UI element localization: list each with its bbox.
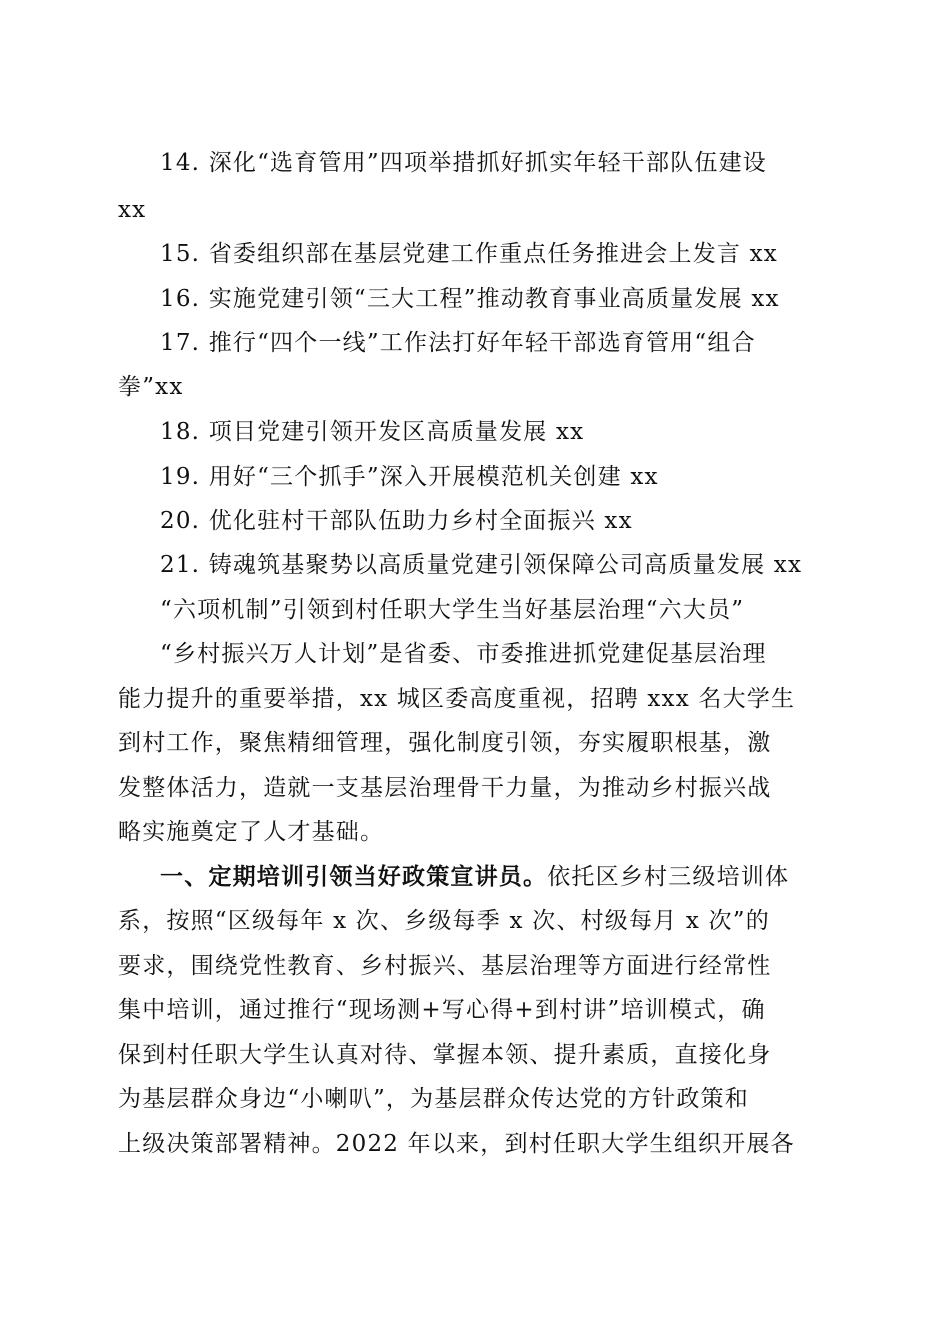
section-1-first-line bbox=[160, 862, 789, 892]
section-1-heading: 一、定期培训引领当好政策宣讲员。 bbox=[160, 863, 548, 890]
list-item-14-line-2: xx bbox=[118, 197, 147, 223]
list-item-20: 20. 优化驻村干部队伍助力乡村全面振兴 xx bbox=[160, 508, 633, 534]
article-title: “六项机制”引领到村任职大学生当好基层治理“六大员” bbox=[160, 597, 745, 623]
section-1-line-4: 集中培训，通过推行“现场测+写心得+到村讲”培训模式，确 bbox=[118, 997, 766, 1023]
section-1-first-line-rest: 依托区乡村三级培训体 bbox=[547, 864, 790, 890]
list-item-14-line-1: 14. 深化“选育管用”四项举措抓好抓实年轻干部队伍建设 bbox=[160, 150, 768, 176]
intro-line-2: 能力提升的重要举措，xx 城区委高度重视，招聘 xxx 名大学生 bbox=[118, 686, 796, 712]
list-item-17-line-2: 拳”xx bbox=[118, 374, 184, 400]
list-item-15: 15. 省委组织部在基层党建工作重点任务推进会上发言 xx bbox=[160, 241, 778, 267]
section-1-line-2: 系，按照“区级每年 x 次、乡级每季 x 次、村级每月 x 次”的 bbox=[118, 908, 770, 934]
list-item-18: 18. 项目党建引领开发区高质量发展 xx bbox=[160, 419, 585, 445]
list-item-16: 16. 实施党建引领“三大工程”推动教育事业高质量发展 xx bbox=[160, 286, 780, 312]
section-1-line-3: 要求，围绕党性教育、乡村振兴、基层治理等方面进行经常性 bbox=[118, 953, 772, 979]
section-1-line-7: 上级决策部署精神。2022 年以来，到村任职大学生组织开展各 bbox=[118, 1131, 795, 1157]
list-item-19: 19. 用好“三个抓手”深入开展模范机关创建 xx bbox=[160, 464, 659, 490]
intro-line-1: “乡村振兴万人计划”是省委、市委推进抓党建促基层治理 bbox=[160, 641, 767, 667]
list-item-17-line-1: 17. 推行“四个一线”工作法打好年轻干部选育管用“组合 bbox=[160, 330, 756, 356]
list-item-21: 21. 铸魂筑基聚势以高质量党建引领保障公司高质量发展 xx bbox=[160, 552, 803, 578]
intro-line-4: 发整体活力，造就一支基层治理骨干力量，为推动乡村振兴战 bbox=[118, 775, 772, 801]
section-1-line-5: 保到村任职大学生认真对待、掌握本领、提升素质，直接化身 bbox=[118, 1042, 772, 1068]
intro-line-5: 略实施奠定了人才基础。 bbox=[118, 819, 385, 845]
section-1-line-6: 为基层群众身边“小喇叭”，为基层群众传达党的方针政策和 bbox=[118, 1086, 749, 1112]
intro-line-3: 到村工作，聚焦精细管理，强化制度引领，夯实履职根基，激 bbox=[118, 730, 772, 756]
